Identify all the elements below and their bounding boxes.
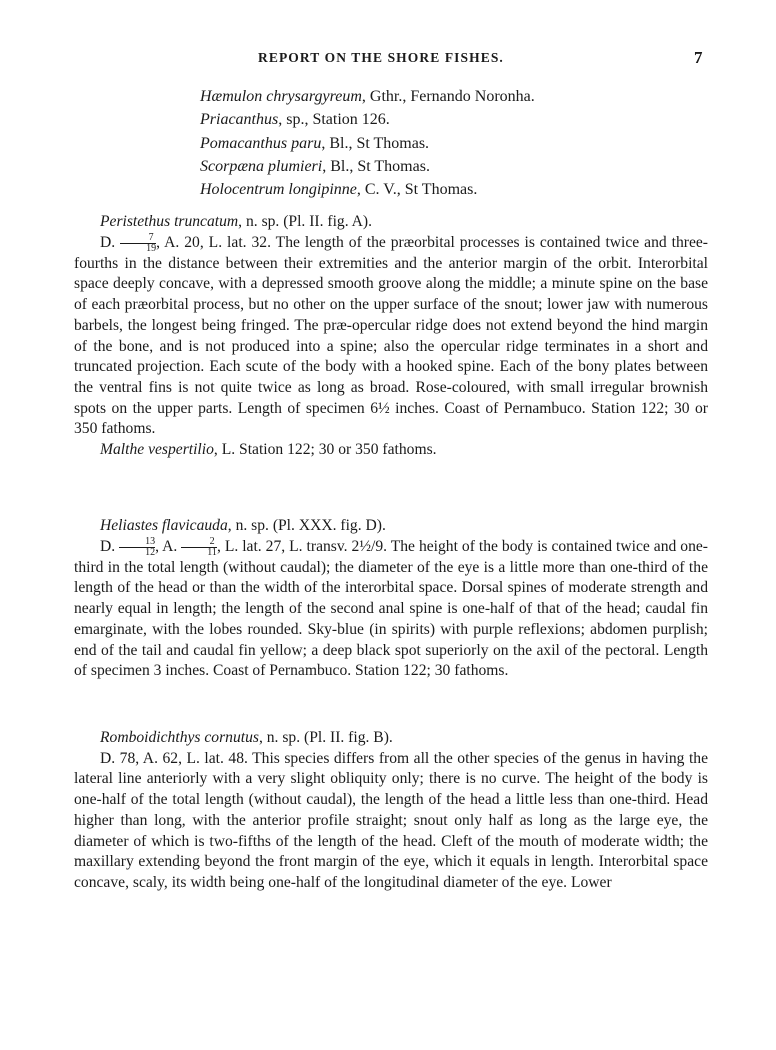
page-header: [0, 46, 776, 70]
section-heliastes: [74, 516, 708, 682]
species-name: Malthe vespertilio: [100, 441, 214, 459]
species-description: D. 78, A. 62, L. lat. 48. This species differs from all the other species of the genus in having the lateral line anteriorly with a very slight obliquity only; there is no curve. The height of the body is one-half of the total length (without caudal), the length of the head a little less than one-third. Head higher than long, with the anterior profile straight; snout only half as long as the large eye, the diameter of which is two-fifths of the length of the head. Cleft of the mouth of moderate width; the maxillary extending beyond the front margin of the eye, which it equals in length. Interorbital space concave, scaly, its width being one-half of the longitudinal diameter of the eye. Lower: [74, 749, 708, 891]
species-name: Pomacanthus paru: [200, 134, 322, 152]
page-number: 7: [694, 48, 703, 67]
species-name: Heliastes flavicauda: [100, 517, 228, 534]
species-reference: , n. sp. (Pl. II. fig. B).: [258, 729, 393, 746]
species-name: Scorpæna plumieri: [200, 157, 323, 175]
fraction-denominator: 11: [207, 546, 217, 558]
species-list-item: [200, 108, 535, 131]
fraction-numerator: 7: [120, 233, 156, 244]
fin-formula-prefix: , A.: [155, 537, 182, 555]
species-reference: , n. sp. (Pl. XXX. fig. D).: [227, 517, 386, 534]
species-reference: , n. sp. (Pl. II. fig. A).: [238, 213, 373, 230]
description-text: , L. lat. 27, L. transv. 2½/9. The height of the body is contained twice and one-third in the total length (without caudal); the diameter of the eye is a little more than one-third of the length of the head or than the width of the interorbital space. Dorsal spines of moderate strength and nearly equal in length; the length of the second anal spine is one-half of that of the head; caudal fin emarginate, with the lobes rounded. Sky-blue (in spirits) with purple reflexions; abdomen purplish; end of the tail and caudal fin yellow; a deep black spot superiorly on the axil of the pectoral. Length of specimen 3 inches. Coast of Pernambuco. Station 122; 30 fathoms.: [74, 537, 708, 680]
species-name: Peristethus truncatum: [100, 213, 239, 230]
species-details: , sp., Station 126.: [278, 111, 390, 129]
fin-fraction: [119, 537, 155, 558]
species-list-item: [200, 155, 535, 178]
species-name: Romboidichthys cornutus: [100, 729, 259, 746]
fraction-denominator: 12: [145, 546, 156, 558]
fraction-numerator: 13: [119, 537, 155, 548]
fin-fraction: [120, 233, 156, 254]
species-name: Priacanthus: [200, 111, 279, 129]
species-list-item: [200, 85, 535, 108]
species-list: [200, 85, 535, 201]
species-description: [74, 233, 708, 440]
species-details: , Gthr., Fernando Noronha.: [361, 88, 535, 105]
species-list-item: [200, 178, 535, 201]
species-heading: [74, 516, 708, 537]
species-list-item: [200, 132, 535, 155]
fin-formula-prefix: D.: [100, 233, 121, 251]
species-description: [74, 537, 708, 682]
species-heading: [74, 440, 708, 461]
species-name: Holocentrum longipinne: [200, 181, 357, 199]
species-name: Hæmulon chrysargyreum: [200, 88, 362, 105]
species-heading: [74, 212, 708, 233]
fin-formula-prefix: D.: [100, 537, 120, 555]
section-romboidichthys: [74, 728, 708, 894]
species-heading: [74, 728, 708, 749]
fraction-numerator: 2: [181, 537, 217, 548]
description-text: , A. 20, L. lat. 32. The length of the præorbital processes is contained twice and three-fourths in the distance between their extremities and the anterior margin of the orbit. Interorbital space deeply concave, with a depressed smooth groove along the middle; a minute spine on the base of each præorbital process, but no other on the upper surface of the snout; lower jaw with numerous barbels, the longest being fringed. The præ-opercular ridge does not extend beyond the hind margin of the bone, and is not produced into a spine; also the opercular ridge terminates in a short and truncated projection. Each scute of the body with a hooked spine. Each of the bony plates between the ventral fins is not quite twice as long as broad. Rose-coloured, with small irregular brownish spots on the upper parts. Length of specimen 6½ inches. Coast of Pernambuco. Station 122; 30 or 350 fathoms.: [74, 233, 708, 438]
species-reference: , L. Station 122; 30 or 350 fathoms.: [213, 441, 437, 459]
species-details: , C. V., St Thomas.: [356, 181, 478, 199]
species-details: , Bl., St Thomas.: [321, 134, 430, 152]
running-title: REPORT ON THE SHORE FISHES.: [258, 50, 504, 65]
species-details: , Bl., St Thomas.: [322, 157, 430, 175]
fraction-denominator: 19: [146, 242, 157, 254]
section-peristethus: [74, 212, 708, 461]
fin-fraction: [181, 537, 217, 558]
